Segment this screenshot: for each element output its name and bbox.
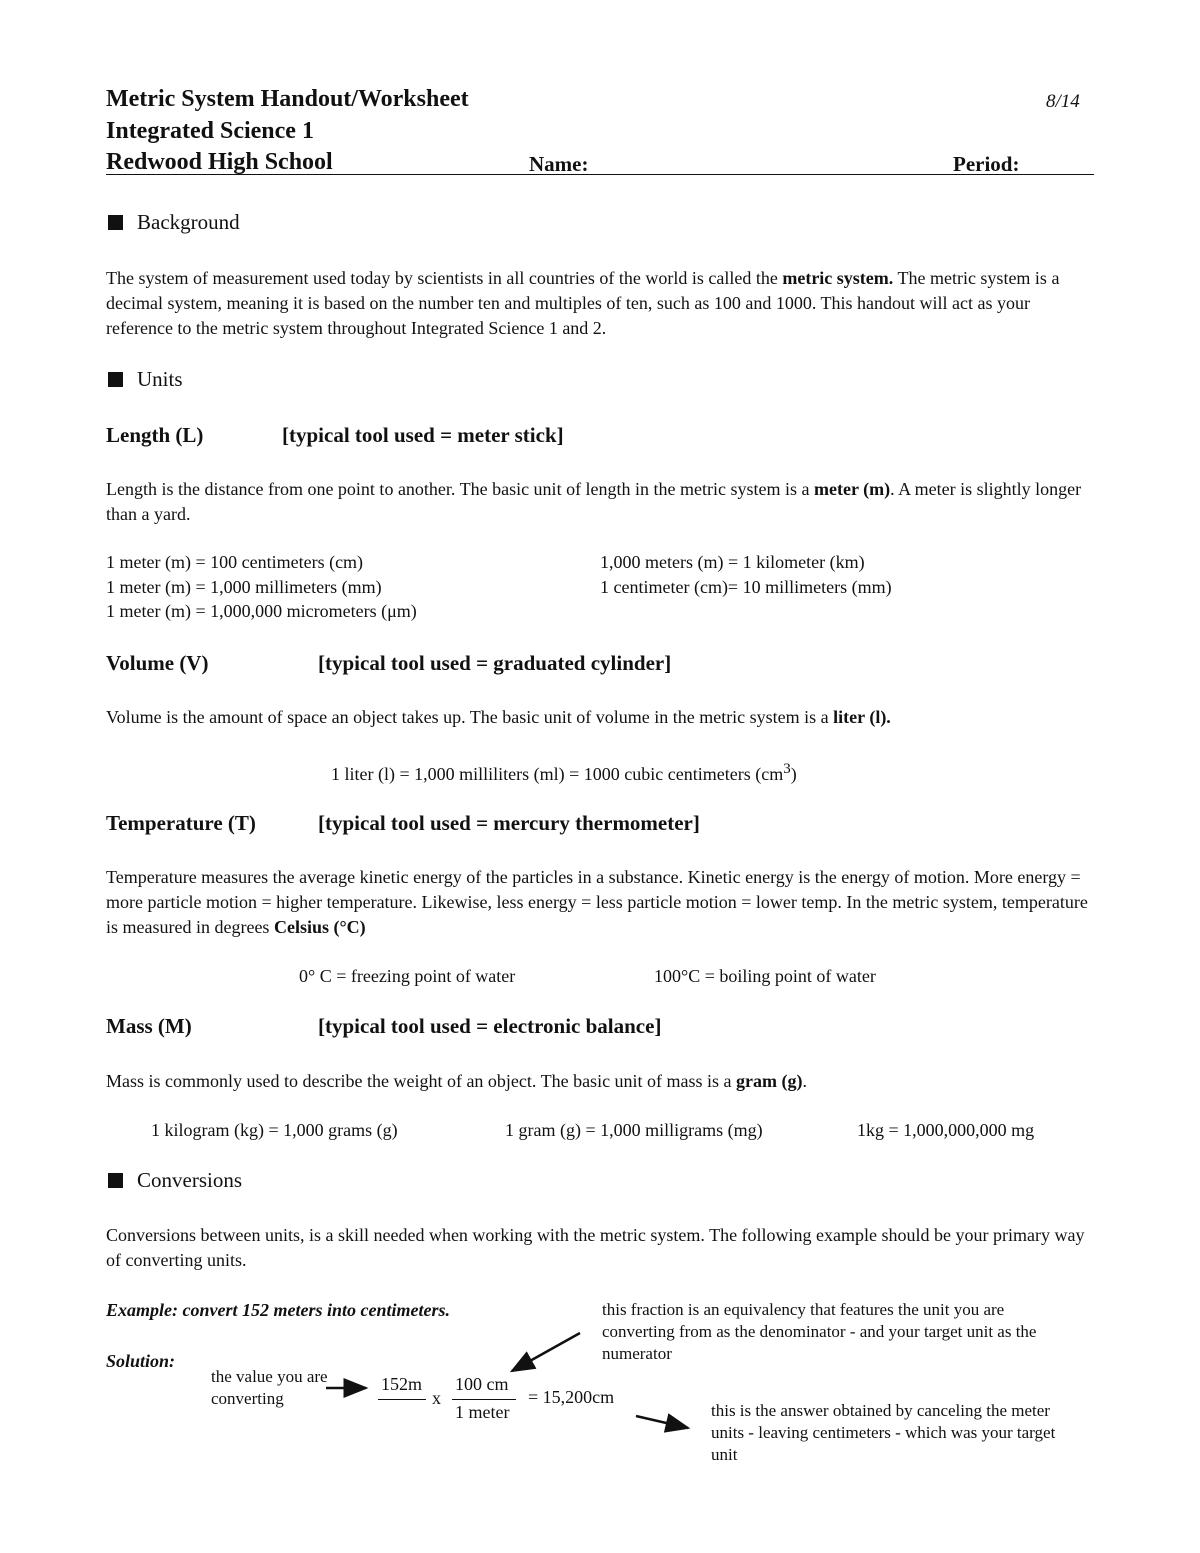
answer-note: this is the answer obtained by canceling the meter units - leaving centimeters - which was your target unit bbox=[711, 1401, 1056, 1464]
mass-paragraph: Mass is commonly used to describe the weight of an object. The basic unit of mass is a gram (g). bbox=[106, 1071, 808, 1091]
fraction-note: this fraction is an equivalency that features the unit you are converting from as the denominator - and your target unit as the numerator bbox=[602, 1300, 1037, 1363]
arrow-to-fraction-icon bbox=[512, 1333, 580, 1371]
conversions-heading: Conversions bbox=[137, 1168, 242, 1192]
volume-equation: 1 liter (l) = 1,000 milliliters (ml) = 1000 cubic centimeters $(cm^3)$ bbox=[331, 761, 797, 784]
temperature-equation: 0° C = freezing point of water bbox=[299, 966, 516, 986]
temperature-paragraph: Temperature measures the average kinetic energy of the particles in a substance. Kinetic energy is the energy of motion. More energy = more particle motion = higher temperature. Likewise, less energy = less particle motion = lower temp. In the metric system, temperature is measured in degrees Celsius (°C) bbox=[106, 867, 1088, 937]
length-heading: Length (L) bbox=[106, 423, 204, 447]
length-equation: 1 meter (m) = 1,000,000 micrometers (μm) bbox=[106, 601, 417, 621]
name-label: Name: bbox=[529, 152, 589, 176]
length-equation: 1 meter (m) = 1,000 millimeters (mm) bbox=[106, 577, 382, 597]
example-prompt: Example: convert 152 meters into centimeters. bbox=[106, 1300, 450, 1320]
volume-tool: [typical tool used = graduated cylinder] bbox=[318, 651, 672, 675]
mass-heading: Mass (M) bbox=[106, 1014, 192, 1038]
length-equation: 1 centimeter (cm)= 10 millimeters (mm) bbox=[600, 577, 892, 597]
multiply-sign: x bbox=[432, 1388, 441, 1408]
temperature-tool: [typical tool used = mercury thermometer] bbox=[318, 811, 700, 835]
course-title: Integrated Science 1 bbox=[106, 118, 314, 144]
solution-label: Solution: bbox=[106, 1351, 176, 1371]
temperature-heading: Temperature (T) bbox=[106, 811, 256, 835]
mass-equation: 1 gram (g) = 1,000 milligrams (mg) bbox=[505, 1120, 763, 1140]
length-tool: [typical tool used = meter stick] bbox=[282, 423, 564, 447]
fraction-denominator: 1 meter bbox=[455, 1402, 510, 1422]
length-paragraph: Length is the distance from one point to another. The basic unit of length in the metric system is a meter (m). A meter is slightly longer than a yard. bbox=[106, 479, 1082, 524]
units-heading: Units bbox=[137, 367, 183, 391]
date-label: 8/14 bbox=[1046, 91, 1080, 112]
volume-heading: Volume (V) bbox=[106, 651, 209, 675]
fraction-numerator: 100 cm bbox=[455, 1374, 509, 1394]
period-label: Period: bbox=[953, 152, 1020, 176]
arrow-to-answer-icon bbox=[636, 1416, 688, 1428]
mass-equation: 1kg = 1,000,000,000 mg bbox=[857, 1120, 1035, 1140]
mass-equation: 1 kilogram (kg) = 1,000 grams (g) bbox=[151, 1120, 398, 1140]
conversion-result: = 15,200cm bbox=[528, 1387, 615, 1407]
background-heading: Background bbox=[137, 210, 240, 234]
volume-paragraph: Volume is the amount of space an object takes up. The basic unit of volume in the metric system is a liter (l). bbox=[106, 707, 891, 727]
length-equation: 1 meter (m) = 100 centimeters (cm) bbox=[106, 552, 364, 572]
fraction-numerator: 152m bbox=[381, 1374, 423, 1394]
conversions-paragraph: Conversions between units, is a skill needed when working with the metric system. The following example should be your primary way of converting units. bbox=[106, 1225, 1085, 1270]
worksheet-title: Metric System Handout/Worksheet bbox=[106, 86, 469, 112]
length-equation: 1,000 meters (m) = 1 kilometer (km) bbox=[600, 552, 865, 572]
mass-tool: [typical tool used = electronic balance] bbox=[318, 1014, 662, 1038]
background-paragraph: The system of measurement used today by scientists in all countries of the world is called the metric system. The metric system is a decimal system, meaning it is based on the number ten and multiples of ten, such as 100 and 1000. This handout will act as your reference to the metric system throughout Integrated Science 1 and 2. bbox=[106, 268, 1060, 338]
school-name: Redwood High School bbox=[106, 149, 333, 175]
temperature-equation: 100°C = boiling point of water bbox=[654, 966, 876, 986]
value-note: the value you are converting bbox=[211, 1367, 328, 1408]
